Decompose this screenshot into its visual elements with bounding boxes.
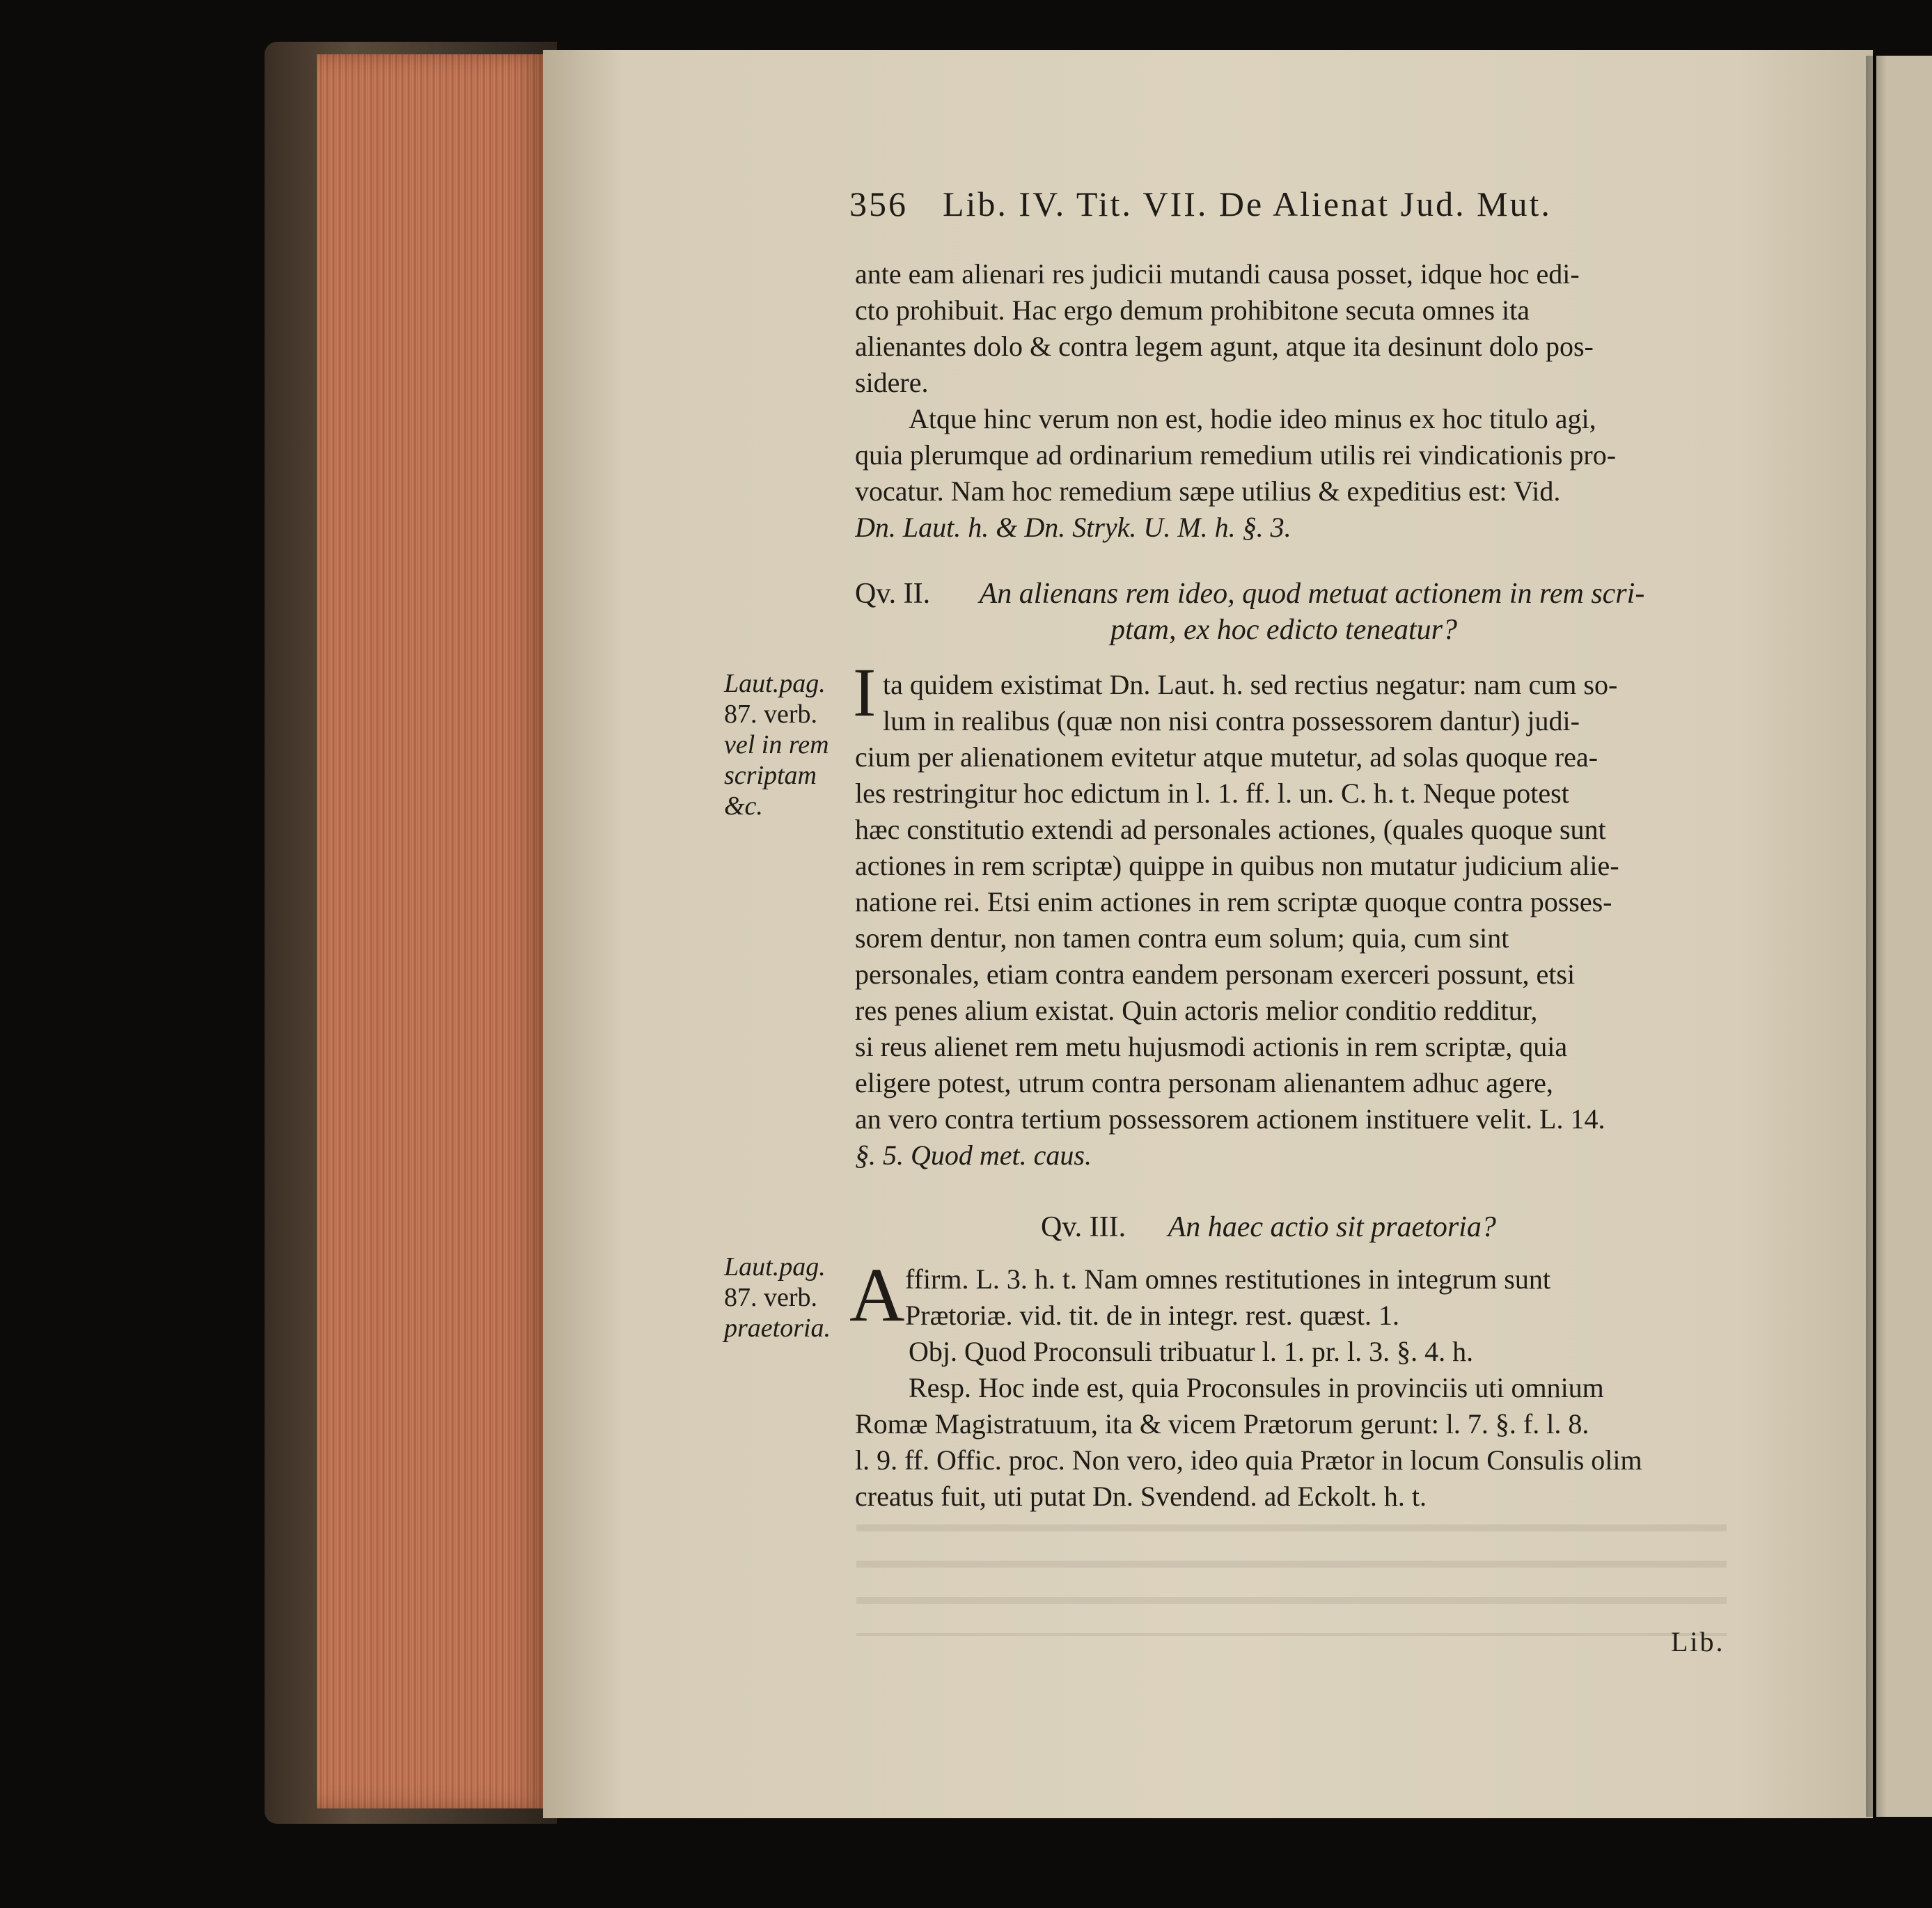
question-heading [1041, 1208, 1496, 1246]
text-line: si reus alienet rem metu hujusmodi actionis in rem scriptæ, quia [855, 1031, 1568, 1062]
text-line: an vero contra tertium possessorem actionem instituere velit. L. 14. [855, 1103, 1605, 1135]
drop-cap: I [853, 654, 877, 731]
text-line: les restringitur hoc edictum in l. 1. ff. l. un. C. h. t. Neque potest [855, 778, 1569, 809]
text-line: eligere potest, utrum contra personam alienantem adhuc agere, [855, 1067, 1553, 1098]
catchword: Lib. [1671, 1626, 1725, 1657]
margin-line: scriptam [724, 761, 817, 790]
text-line: hæc constitutio extendi ad personales actiones, (quales quoque sunt [855, 814, 1606, 845]
text-line: Resp. Hoc inde est, quia Proconsules in provinciis uti omnium [909, 1372, 1604, 1403]
text-line: cto prohibuit. Hac ergo demum prohibitone secuta omnes ita [855, 294, 1530, 326]
text-line: vocatur. Nam hoc remedium sæpe utilius & expeditius est: Vid. [855, 475, 1561, 507]
margin-note [724, 668, 849, 821]
question-heading [855, 575, 1644, 613]
text-line: personales, etiam contra eandem personam exerceri possunt, etsi [855, 959, 1576, 990]
text-line: Dn. Laut. h. & Dn. Stryk. U. M. h. §. 3. [855, 512, 1291, 543]
margin-note [724, 1252, 849, 1343]
text-line: Obj. Quod Proconsuli tribuatur l. 1. pr. l. 3. §. 4. h. [909, 1336, 1474, 1367]
running-title: Lib. IV. Tit. VII. De Alienat Jud. Mut. [943, 184, 1552, 223]
question-label: Qv. II. [855, 578, 931, 610]
text-line: l. 9. ff. Offic. proc. Non vero, ideo quia Prætor in locum Consulis olim [855, 1444, 1642, 1476]
text-line: Prætoriæ. vid. tit. de in integr. rest. quæst. 1. [905, 1300, 1399, 1331]
text-line: cium per alienationem evitetur atque mutetur, ad solas quoque rea- [855, 741, 1598, 773]
text-line: Atque hinc verum non est, hodie ideo minus ex hoc titulo agi, [909, 403, 1596, 434]
text-line: §. 5. Quod met. caus. [855, 1140, 1092, 1171]
page-edges [317, 54, 547, 1808]
gutter-shadow [1866, 56, 1887, 1817]
margin-line: 87. verb. [724, 700, 818, 729]
question-text: An alienans rem ideo, quod metuat actionem in rem scri- [979, 578, 1645, 610]
running-header [849, 180, 1741, 228]
text-line: lum in realibus (quæ non nisi contra possessorem dantur) judi- [883, 705, 1580, 736]
text-line: Romæ Magistratuum, ita & vicem Prætorum gerunt: l. 7. §. f. l. 8. [855, 1408, 1589, 1440]
margin-line: Laut.pag. [724, 669, 826, 698]
page-number: 356 [849, 184, 908, 223]
text-line: ffirm. L. 3. h. t. Nam omnes restitutiones in integrum sunt [905, 1263, 1550, 1295]
text-line: ta quidem existimat Dn. Laut. h. sed rectius negatur: nam cum so- [883, 669, 1618, 700]
margin-line: &c. [724, 791, 763, 821]
text-line: actiones in rem scriptæ) quippe in quibus non mutatur judicium alie- [855, 850, 1619, 881]
text-line: quia plerumque ad ordinarium remedium utilis rei vindicationis pro- [855, 439, 1617, 471]
text-line: natione rei. Etsi enim actiones in rem scriptæ quoque contra posses- [855, 886, 1612, 917]
text-line: sidere. [855, 367, 929, 398]
text-line: alienantes dolo & contra legem agunt, atque ita desinunt dolo pos- [855, 331, 1594, 362]
drop-cap: A [849, 1252, 905, 1337]
margin-line: vel in rem [724, 730, 829, 759]
margin-line: Laut.pag. [724, 1252, 826, 1282]
margin-line: praetoria. [724, 1314, 831, 1343]
show-through [856, 1511, 1727, 1636]
text-line: sorem dentur, non tamen contra eum solum; quia, cum sint [855, 922, 1509, 954]
text-line: res penes alium existat. Quin actoris melior conditio redditur, [855, 995, 1538, 1026]
question-text: An haec actio sit praetoria? [1168, 1211, 1496, 1243]
question-label: Qv. III. [1041, 1211, 1126, 1243]
question-text: ptam, ex hoc edicto teneatur? [1110, 614, 1458, 646]
text-line: ante eam alienari res judicii mutandi causa posset, idque hoc edi- [855, 258, 1580, 290]
margin-line: 87. verb. [724, 1283, 818, 1312]
text-line: creatus fuit, uti putat Dn. Svendend. ad Eckolt. h. t. [855, 1481, 1427, 1512]
